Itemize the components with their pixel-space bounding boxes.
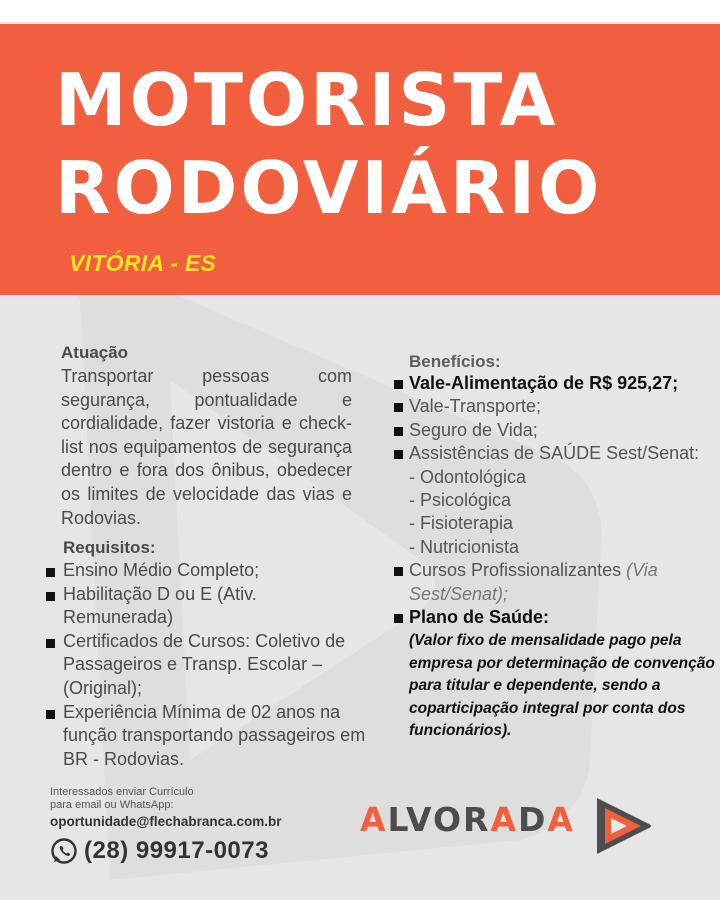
bullet-icon <box>46 639 55 648</box>
beneficios-heading: Benefícios: <box>409 352 501 371</box>
bullet-icon <box>394 614 403 623</box>
benefit-text: Plano de Saúde: <box>409 607 550 628</box>
list-item <box>46 583 366 630</box>
list-item-text: Ensino Médio Completo; <box>63 560 260 580</box>
contact-instruction-line-1: Interessados enviar Currículo <box>50 786 194 798</box>
list-item-text: Certificados de Cursos: Coletivo de Passageiros e Transp. Escolar – (Original); <box>63 630 346 698</box>
list-item-text: Habilitação D ou E (Ativ. Remunerada) <box>63 583 257 628</box>
bullet-icon <box>46 592 55 601</box>
bullet-icon <box>394 427 403 436</box>
list-item-text: Experiência Mínima de 02 anos na função transportando passageiros em BR - Rodovias. <box>63 701 366 769</box>
list-item <box>46 630 366 701</box>
benefit-sub-item: - Psicológica <box>409 490 512 511</box>
benefit-sub-item: - Odontológica <box>409 466 527 487</box>
bullet-icon <box>394 380 403 389</box>
benefit-vale-alimentacao <box>394 372 720 395</box>
bullet-icon <box>394 567 403 576</box>
atuacao-heading: Atuação <box>61 343 129 362</box>
requisitos-list <box>46 559 366 771</box>
benefit-plano-saude <box>394 606 720 629</box>
benefit-sub-item: - Fisioterapia <box>409 513 514 534</box>
benefit-assistencias <box>394 442 720 465</box>
job-title-line-2: RODOVIÁRIO <box>55 146 603 230</box>
play-icon <box>591 794 655 858</box>
benefit-vale-transporte <box>394 395 720 418</box>
list-item <box>46 559 366 583</box>
benefit-text: Seguro de Vida; <box>409 419 538 440</box>
requisitos-section <box>46 538 366 771</box>
bullet-icon <box>394 403 403 412</box>
bullet-icon <box>394 450 403 459</box>
atuacao-description: Transportar pessoas com segurança, pontualidade e cordialidade, fazer vistoria e check-list nos equipamentos de segurança dentro e fora dos ônibus, obedecer os limites de velocidade das vias e Rodovias. <box>61 366 352 528</box>
job-location: VITÓRIA - ES <box>69 250 217 276</box>
bullet-icon <box>46 568 55 577</box>
benefit-sub-item: - Nutricionista <box>409 536 520 557</box>
benefit-cursos <box>394 559 720 606</box>
atuacao-section <box>61 343 352 530</box>
contact-instruction-line-2: para email ou WhatsApp: <box>50 799 174 811</box>
phone-row[interactable] <box>50 837 281 865</box>
list-item <box>46 701 366 772</box>
benefit-text: Assistências de SAÚDE Sest/Senat: <box>409 443 700 464</box>
bullet-icon <box>46 710 55 719</box>
whatsapp-icon <box>50 837 78 865</box>
contact-email[interactable]: oportunidade@flechabranca.com.br <box>50 814 282 829</box>
header-banner <box>0 24 720 295</box>
company-logo-text: ALVORADA <box>360 800 575 839</box>
contact-section <box>50 786 281 865</box>
job-title-line-1: MOTORISTA <box>55 58 559 142</box>
contact-phone: (28) 99917-0073 <box>84 837 269 864</box>
plano-saude-description: (Valor fixo de mensalidade pago pela empresa por determinação de convenção para titular e dependente, sendo a coparticipação integral por conta dos funcionários). <box>409 632 715 740</box>
benefit-text: Cursos Profissionalizantes <box>409 560 622 581</box>
requisitos-heading: Requisitos: <box>63 538 156 557</box>
benefit-text: Vale-Alimentação de R$ 925,27; <box>409 373 679 393</box>
benefit-text: Vale-Transporte; <box>409 396 542 417</box>
benefit-note: (Via Sest/Senat); <box>409 560 658 604</box>
benefit-seguro-vida <box>394 419 720 442</box>
beneficios-section <box>394 352 720 743</box>
